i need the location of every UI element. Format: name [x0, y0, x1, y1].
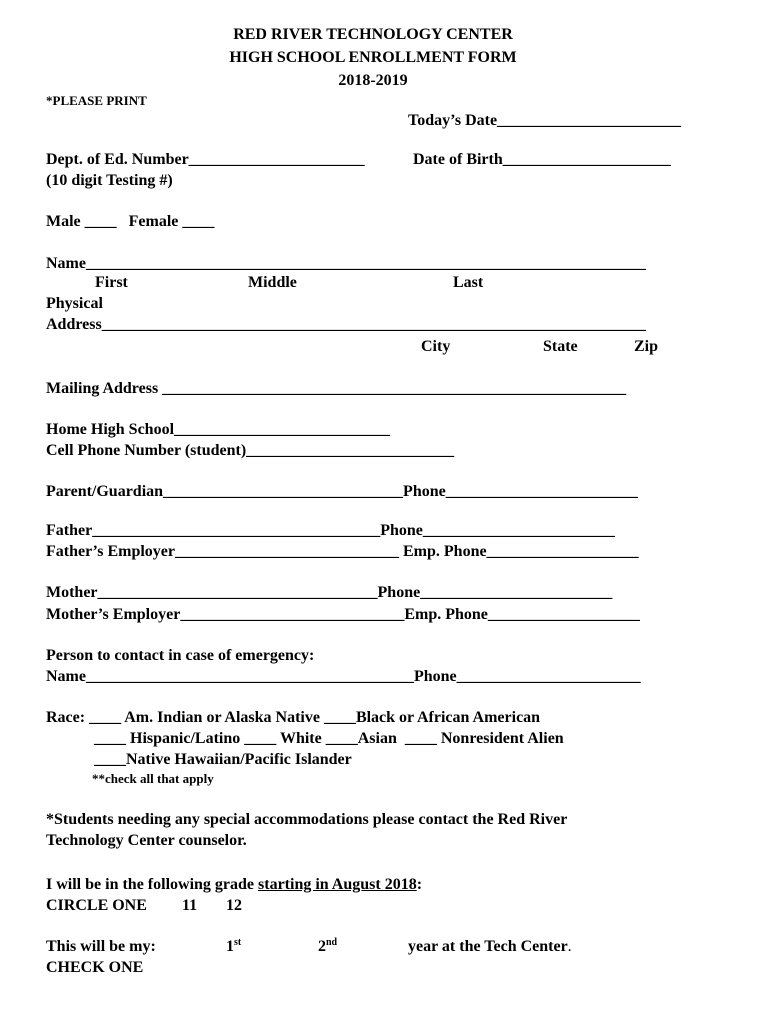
year-statement [408, 937, 572, 957]
gender-field[interactable]: Male ____ Female ____ [46, 213, 215, 230]
mother-field[interactable]: Mother___________________________________Phone________________________ [46, 584, 613, 601]
year-option-first[interactable] [226, 937, 241, 957]
grade-start-date: starting in August 2018 [258, 876, 417, 893]
city-label: City [421, 338, 451, 355]
year-suffix-text: year at the Tech Center [408, 938, 568, 955]
emergency-heading: Person to contact in case of emergency: [46, 647, 315, 664]
title-line-2: HIGH SCHOOL ENROLLMENT FORM [229, 49, 517, 66]
parent-guardian-field[interactable]: Parent/Guardian______________________________Phone________________________ [46, 483, 638, 500]
accommodations-line-2: Technology Center counselor. [46, 832, 247, 849]
title-line-1: RED RIVER TECHNOLOGY CENTER [233, 26, 513, 43]
grade-prefix: I will be in the following grade [46, 876, 259, 893]
check-one-label: CHECK ONE [46, 959, 144, 976]
year-option-second[interactable] [318, 937, 337, 957]
zip-label: Zip [634, 338, 659, 355]
grade-suffix: : [416, 876, 423, 893]
father-employer-field[interactable]: Father’s Employer____________________________ Emp. Phone___________________ [46, 543, 639, 560]
testing-note: (10 digit Testing #) [46, 172, 173, 189]
father-field[interactable]: Father____________________________________Phone________________________ [46, 522, 615, 539]
accommodations-line-1: *Students needing any special accommodations please contact the Red River [46, 811, 568, 828]
race-line-1[interactable]: Race: ____ Am. Indian or Alaska Native ____Black or African American [46, 709, 541, 726]
mother-employer-field[interactable]: Mother’s Employer____________________________Emp. Phone___________________ [46, 606, 640, 623]
please-print-note: *PLEASE PRINT [46, 93, 147, 108]
year-label: This will be my: [46, 938, 156, 955]
year-second-number: 2 [318, 938, 326, 955]
first-name-label: First [95, 274, 128, 291]
title-line-3: 2018-2019 [338, 72, 408, 89]
race-line-2[interactable]: ____ Hispanic/Latino ____ White ____Asian ____ Nonresident Alien [94, 730, 564, 747]
year-second-suffix: nd [326, 937, 338, 948]
year-first-number: 1 [226, 938, 234, 955]
year-period: . [567, 938, 572, 955]
date-of-birth-field[interactable]: Date of Birth_____________________ [413, 151, 671, 168]
dept-number-field[interactable]: Dept. of Ed. Number______________________ [46, 151, 365, 168]
home-high-school-field[interactable]: Home High School___________________________ [46, 421, 391, 438]
circle-one-label: CIRCLE ONE [46, 897, 147, 914]
physical-address-field[interactable]: Address____________________________________________________________________ [46, 316, 646, 333]
middle-name-label: Middle [248, 274, 297, 291]
mailing-address-field[interactable]: Mailing Address __________________________________________________________ [46, 380, 627, 397]
name-field[interactable]: Name______________________________________________________________________ [46, 255, 646, 272]
last-name-label: Last [453, 274, 484, 291]
year-first-suffix: st [234, 937, 242, 948]
todays-date-field[interactable]: Today’s Date_______________________ [408, 112, 682, 129]
emergency-name-field[interactable]: Name_________________________________________Phone_______________________ [46, 668, 641, 685]
state-label: State [543, 338, 578, 355]
grade-option-11[interactable]: 11 [182, 897, 198, 914]
race-line-3[interactable]: ____Native Hawaiian/Pacific Islander [94, 751, 352, 768]
grade-statement [46, 875, 422, 895]
grade-option-12[interactable]: 12 [226, 897, 242, 914]
race-note: **check all that apply [92, 771, 214, 786]
cell-phone-field[interactable]: Cell Phone Number (student)__________________________ [46, 442, 455, 459]
physical-label: Physical [46, 295, 103, 312]
